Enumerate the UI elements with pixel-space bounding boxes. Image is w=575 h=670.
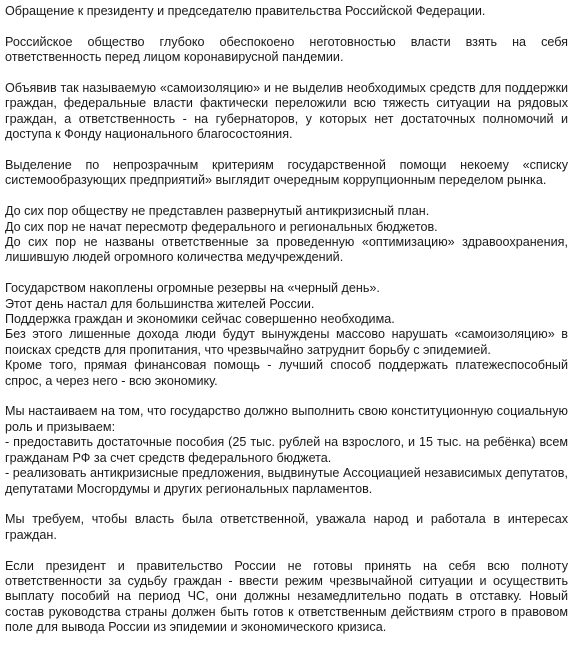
appeal-document bbox=[5, 4, 568, 651]
document-title: Обращение к президенту и председателю правительства Российской Федерации. bbox=[5, 4, 486, 18]
paragraph-state-aid: Выделение по непрозрачным критериям государственной помощи некоему «списку системообразующих предприятий» выглядит очередным коррупционным переделом рынка. bbox=[5, 158, 568, 188]
list-item: Этот день настал для большинства жителей России. bbox=[5, 296, 315, 311]
list-item: Без этого лишенные дохода люди будут вынуждены массово нарушать «самоизоляцию» в поисках средств для пропитания, что чрезвычайно затруднит борьбу с эпидемией. bbox=[5, 327, 568, 357]
paragraph-reserves bbox=[5, 281, 568, 389]
paragraph-no-plan bbox=[5, 204, 568, 266]
list-item: - предоставить достаточные пособия (25 тыс. рублей на взрослого, и 15 тыс. на ребёнка) всем гражданам РФ за счет средств федерального бюджета. bbox=[5, 435, 568, 465]
list-item: Поддержка граждан и экономики сейчас совершенно необходима. bbox=[5, 312, 395, 327]
list-item: Мы настаиваем на том, что государство должно выполнить свою конституционную социальную роль и призываем: bbox=[5, 404, 568, 434]
list-item: Кроме того, прямая финансовая помощь - лучший способ поддержать платежеспособный спрос, а через него - всю экономику. bbox=[5, 358, 568, 388]
list-item: До сих пор обществу не представлен развернутый антикризисный план. bbox=[5, 204, 430, 219]
paragraph-demands-list bbox=[5, 404, 568, 496]
list-item: До сих пор не начат пересмотр федерального и региональных бюджетов. bbox=[5, 219, 438, 234]
paragraph-intro: Российское общество глубоко обеспокоено неготовностью власти взять на себя ответственность перед лицом коронавирусной пандемии. bbox=[5, 34, 568, 65]
paragraph-responsibility: Мы требуем, чтобы власть была ответственной, уважала народ и работала в интересах граждан. bbox=[5, 512, 568, 542]
list-item: Государством накоплены огромные резервы на «черный день». bbox=[5, 281, 380, 296]
list-item: - реализовать антикризисные предложения, выдвинутые Ассоциацией независимых депутатов, депутатами Мосгордумы и других региональных парламентов. bbox=[5, 466, 568, 496]
list-item: До сих пор не названы ответственные за проведенную «оптимизацию» здравоохранения, лишившую людей огромного количества медучреждений. bbox=[5, 235, 568, 265]
paragraph-self-isolation: Объявив так называемую «самоизоляцию» и не выделив необходимых средств для поддержки граждан, федеральные власти фактически переложили всю тяжесть ситуации на рядовых граждан, а ответственность - на губернаторов, у которых нет достаточных полномочий и доступа к Фонду национального благосостояния. bbox=[5, 81, 568, 142]
paragraph-resignation: Если президент и правительство России не готовы принять на себя всю полноту ответственности за судьбу граждан - ввести режим чрезвычайной ситуации и осуществить выплату пособий на период ЧС, они должны незамедлительно подать в отставку. Новый состав руководства страны должен быть готов к ответственным действиям строго в правовом поле для вывода России из эпидемии и экономического кризиса. bbox=[5, 558, 568, 635]
